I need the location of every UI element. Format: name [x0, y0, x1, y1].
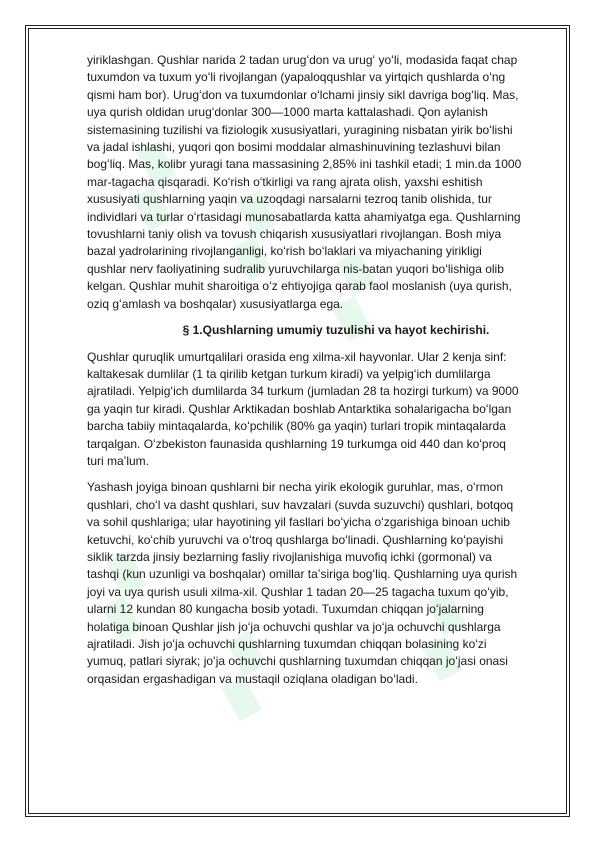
text-line: Yashash joyiga binoan qushlarni bir necha yirik ekologik guruhlar, mas, oʻrmon: [87, 480, 504, 495]
watermark-mark: ▞: [205, 632, 284, 722]
text-line: va jadal ishlashi, yuqori qon bosimi moddalar almashinuvining tezlashuvi bilan: [87, 140, 501, 155]
text-line: ajratiladi. Yelpigʻich dumlilarda 34 turkum (jumladan 28 ta hozirgi turkum) va 9000: [87, 384, 519, 399]
text-line: qushlari, choʻl va dasht qushlari, suv havzalari (suvda suzuvchi) qushlari, botqoq: [87, 497, 514, 512]
text-line: bazal yadrolarining rivojlanganligi, koʻrish boʻlaklari va miyachaning yirikligi: [87, 244, 482, 259]
text-line: sistemasining tuzilishi va fiziologik xususiyatlari, yuragining nisbatan yirik boʻlishi: [87, 122, 513, 137]
text-line: tovushlarni taniy olish va tovush chiqarish xususiyatlari rivojlangan. Bosh miya: [87, 227, 502, 242]
text-line: uya qurish oldidan urugʻdonlar 300—1000 marta kattalashadi. Qon aylanish: [87, 105, 488, 120]
text-line: xususiyati qushlarning yaqin va uzoqdagi narsalarni tezroq tanib olishida, tur: [87, 192, 492, 207]
paragraph-3: [87, 479, 585, 688]
paragraph-2: [87, 349, 585, 471]
text-line: mar-tagacha qisqaradi. Koʻrish oʻtkirligi va rang ajrata olish, yaxshi eshitish: [87, 174, 483, 189]
text-line: holatiga binoan Qushlar jish joʻja ochuvchi qushlar va joʻja ochuvchi qushlarga: [87, 619, 501, 634]
text-line: ketuvchi, koʻchib yuruvchi va oʻtroq qushlarga boʻlinadi. Qushlarning koʻpayishi: [87, 532, 504, 547]
text-line: individlari va turlar oʻrtasidagi munosabatlarda katta ahamiyatga ega. Qushlarning: [87, 209, 521, 224]
text-line: tuxumdon va tuxum yoʻli rivojlangan (yapaloqqushlar va yirtqich qushlarda oʻng: [87, 70, 506, 85]
text-line: tashqi (kun uzunligi va boshqalar) omillar taʼsiriga bogʻliq. Qushlarning uya qurish: [87, 567, 518, 582]
text-line: orqasidan ergashadigan va mustaqil oziqlana oladigan boʻladi.: [87, 671, 418, 686]
section-heading: § 1.Qushlarning umumiy tuzulishi va hayot kechirishi.: [182, 323, 490, 338]
text-line: kelgan. Qushlar muhit sharoitiga oʻz ehtiyojiga qarab faol moslanish (uya qurish,: [87, 279, 512, 294]
text-line: bogʻliq. Mas, kolibr yuragi tana massasining 2,85% ini tashkil etadi; 1 min.da 1000: [87, 157, 522, 172]
watermark-mark: ▞: [405, 592, 484, 682]
text-line: va sohil qushlariga; ular hayotining yil fasllari boʻyicha oʻzgarishiga binoan uchib: [87, 515, 510, 530]
watermark-mark: ▞: [215, 192, 294, 282]
paragraph-1: [87, 52, 585, 313]
text-line: qismi ham bor). Urugʻdon va tuxumdonlar oʻlchami jinsiy sikl davriga bogʻliq. Mas,: [87, 87, 519, 102]
text-line: oziq gʻamlash va boshqalar) xususiyatlarga ega.: [87, 296, 344, 311]
text-line: kaltakesak dumlilar (1 ta qirilib ketgan turkum kiradi) va yelpigʻich dumlilarga: [87, 366, 491, 381]
text-line: yumuq, patlari siyrak; joʻja ochuvchi qushlarning tuxumdan chiqqan joʻjasi onasi: [87, 654, 508, 669]
document-body: [87, 52, 585, 697]
text-line: barcha tabiiy mintaqalarda, koʻpchilik (80% ga yaqin) turlari tropik mintaqalarda: [87, 419, 506, 434]
text-line: Qushlar quruqlik umurtqalilari orasida eng xilma-xil hayvonlar. Ular 2 kenja sinf:: [87, 349, 507, 364]
text-line: turi maʼlum.: [87, 453, 150, 468]
text-line: siklik tarzda jinsiy bezlarning fasliy rivojlanishiga muvofiq ichki (gormonal) va: [87, 549, 492, 564]
text-line: tarqalgan. Oʻzbekiston faunasida qushlarning 19 turkumga oid 440 dan koʻproq: [87, 436, 506, 451]
text-line: qushlar nerv faoliyatining sudralib yuruvchilarga nis-batan yuqori boʻlishiga olib: [87, 261, 504, 276]
watermark-mark: ▞: [315, 252, 394, 342]
text-line: ajratiladi. Jish joʻja ochuvchi qushlarning tuxumdan chiqqan bolasining koʻzi: [87, 637, 487, 651]
text-line: joyi va uya qurish usuli xilma-xil. Qushlar 1 tadan 20—25 tagacha tuxum qoʻyib,: [87, 584, 509, 599]
text-line: ga yaqin tur kiradi. Qushlar Arktikadan boshlab Antarktika sohalarigacha boʻlgan: [87, 401, 512, 416]
text-line: yiriklashgan. Qushlar narida 2 tadan urugʻdon va urugʻ yoʻli, modasida faqat chap: [87, 53, 518, 67]
watermark-mark: ▞: [115, 142, 194, 232]
text-line: ularni 12 kundan 80 kungacha bosib yotadi. Tuxumdan chiqqan joʻjalarning: [87, 602, 484, 617]
watermark-mark: ▞: [85, 552, 164, 642]
